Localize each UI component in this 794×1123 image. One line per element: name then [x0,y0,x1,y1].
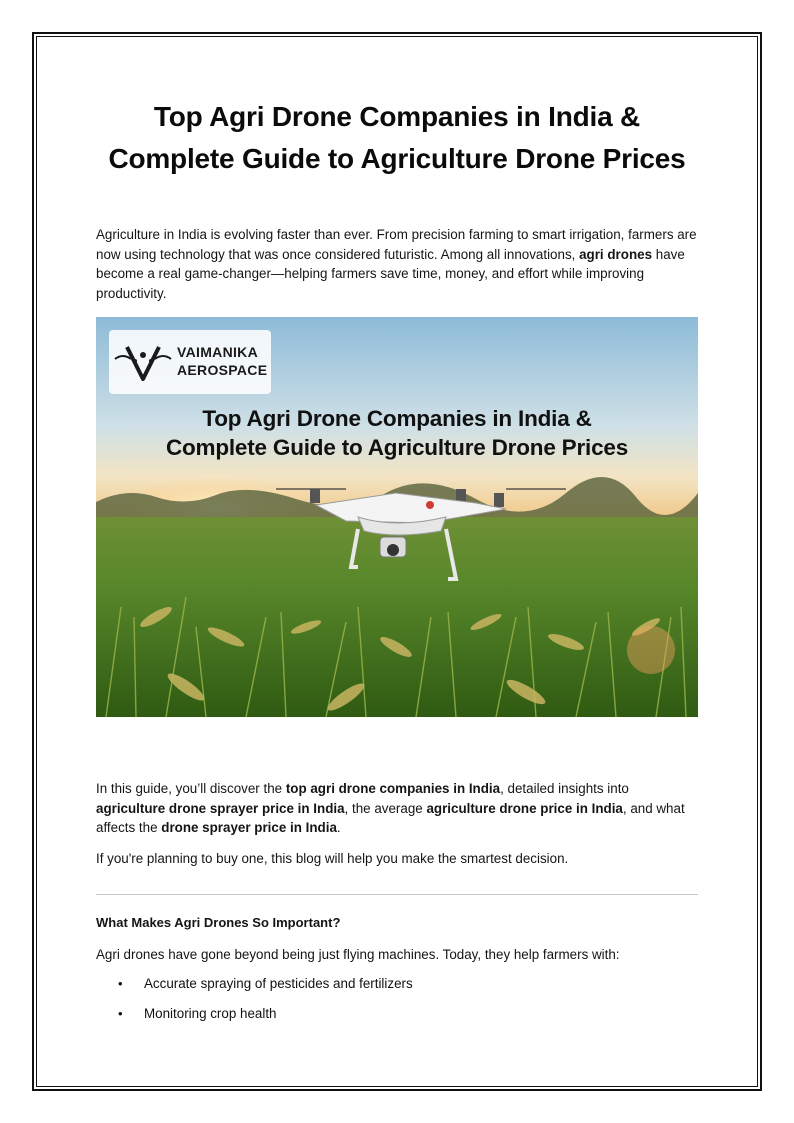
logo-line-2: AEROSPACE [177,362,268,378]
vaimanika-logo-icon [113,337,173,387]
list-item: • Accurate spraying of pesticides and fertilizers [96,974,698,994]
section-divider [96,894,698,895]
hero-image [96,317,698,717]
guide-paragraph [96,779,698,838]
guide-text-5: . [336,820,341,835]
hero-banner-title [96,404,698,462]
guide-bold-4: drone sprayer price in India [161,820,337,835]
lens-flare [627,626,675,674]
list-item: • Monitoring crop health [96,1004,698,1024]
guide-bold-3: agriculture drone price in India [426,800,623,816]
section-lead: Agri drones have gone beyond being just flying machines. Today, they help farmers with: [96,946,620,962]
intro-text-2: have become a real game-changer—helping farmers save time, money, and effort while improving productivity. [96,246,685,301]
intro-text-1: Agriculture in India is evolving faster than ever. From precision farming to smart irrigation, farmers are now using technology that was once considered futuristic. Among all innovations, [96,227,697,262]
guide-bold-2: agriculture drone sprayer price in India [96,800,345,816]
guide-text-1: In this guide, you’ll discover the [96,781,286,796]
benefits-list [96,974,698,1024]
brand-logo [109,330,271,394]
logo-wordmark [177,343,267,379]
guide-text-2: , detailed insights into [500,781,629,796]
logo-line-1: VAIMANIKA [177,344,258,360]
intro-paragraph [96,225,698,303]
page-title [96,96,698,180]
intro-bold-agri-drones: agri drones [579,246,653,262]
title-line-1: Top Agri Drone Companies in India & [153,101,641,132]
title-line-2: Complete Guide to Agriculture Drone Prices [108,143,686,174]
guide-bold-1: top agri drone companies in India [285,781,501,796]
guide-text-4: , and what affects the [96,800,685,835]
hero-title-line-1: Top Agri Drone Companies in India & [202,406,592,431]
guide-text-3: , the average [344,800,427,816]
buy-paragraph: If you're planning to buy one, this blog will help you make the smartest decision. [96,850,569,866]
section-heading: What Makes Agri Drones So Important? [96,915,341,930]
hero-title-line-2: Complete Guide to Agriculture Drone Prices [165,435,629,460]
document-content [96,96,698,1034]
